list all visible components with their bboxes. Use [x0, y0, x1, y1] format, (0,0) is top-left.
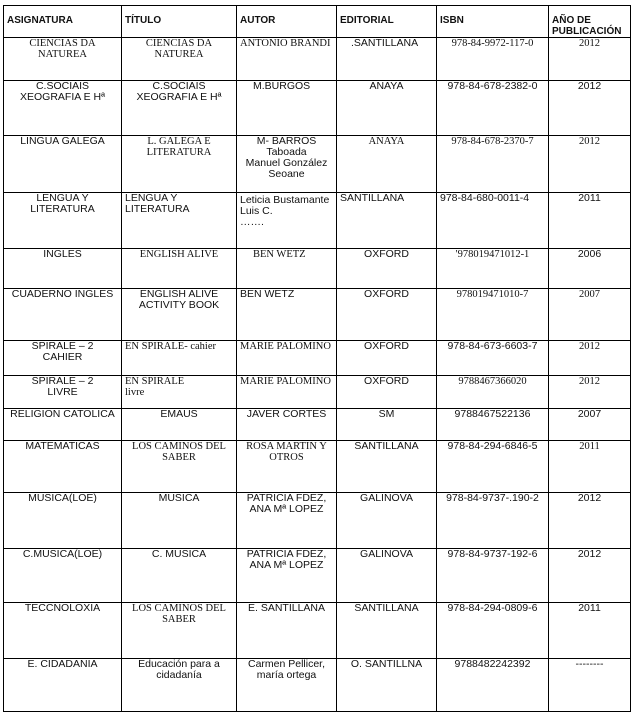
header-publisher: EDITORIAL	[337, 6, 437, 38]
table-row	[4, 603, 631, 659]
cell-isbn: 978-84-9972-117-0	[437, 38, 549, 81]
cell-subject: LENGUA Y LITERATURA	[4, 193, 122, 249]
cell-isbn: 978-84-9737-.190-2	[437, 493, 549, 549]
cell-author: M- BARROS Taboada Manuel González Seoane	[237, 136, 337, 193]
header-isbn: ISBN	[437, 6, 549, 38]
cell-title: EN SPIRALE- cahier	[122, 341, 237, 376]
cell-isbn: 9788467366020	[437, 376, 549, 409]
table-row	[4, 341, 631, 376]
cell-title: CIENCIAS DA NATUREA	[122, 38, 237, 81]
cell-year: 2012	[549, 341, 631, 376]
cell-subject: E. CIDADANIA	[4, 659, 122, 712]
table-row	[4, 289, 631, 341]
cell-title: LENGUA Y LITERATURA	[122, 193, 237, 249]
textbook-table	[3, 5, 631, 712]
cell-title: Educación para a cidadanía	[122, 659, 237, 712]
cell-subject: RELIGION CATOLICA	[4, 409, 122, 441]
cell-title: MUSICA	[122, 493, 237, 549]
table-row	[4, 136, 631, 193]
cell-author: Carmen Pellicer, maría ortega	[237, 659, 337, 712]
cell-year: 2006	[549, 249, 631, 289]
cell-author: ROSA MARTIN Y OTROS	[237, 441, 337, 493]
cell-publisher: OXFORD	[337, 341, 437, 376]
header-year: AÑO DE PUBLICACIÓN	[549, 6, 631, 38]
cell-author: ANTONIO BRANDI	[237, 38, 337, 81]
cell-subject: TECCNOLOXIA	[4, 603, 122, 659]
cell-title: L. GALEGA E LITERATURA	[122, 136, 237, 193]
cell-publisher: SANTILLANA	[337, 193, 437, 249]
cell-year: 2012	[549, 38, 631, 81]
table-row	[4, 193, 631, 249]
cell-subject: CUADERNO INGLES	[4, 289, 122, 341]
cell-publisher: OXFORD	[337, 249, 437, 289]
cell-author: E. SANTILLANA	[237, 603, 337, 659]
cell-author: PATRICIA FDEZ, ANA Mª LOPEZ	[237, 493, 337, 549]
cell-isbn: 978019471010-7	[437, 289, 549, 341]
cell-isbn: 978-84-9737-192-6	[437, 549, 549, 603]
cell-title: EN SPIRALE livre	[122, 376, 237, 409]
cell-publisher: SM	[337, 409, 437, 441]
table-row	[4, 38, 631, 81]
cell-year: 2007	[549, 289, 631, 341]
table-row	[4, 376, 631, 409]
cell-subject: SPIRALE – 2 CAHIER	[4, 341, 122, 376]
cell-publisher: ANAYA	[337, 81, 437, 136]
cell-title: ENGLISH ALIVE ACTIVITY BOOK	[122, 289, 237, 341]
cell-isbn: 9788482242392	[437, 659, 549, 712]
cell-title: C. MUSICA	[122, 549, 237, 603]
cell-publisher: GALINOVA	[337, 549, 437, 603]
table-row	[4, 549, 631, 603]
cell-isbn: 978-84-294-0809-6	[437, 603, 549, 659]
cell-subject: MUSICA(LOE)	[4, 493, 122, 549]
table-row	[4, 249, 631, 289]
cell-author: MARIE PALOMINO	[237, 341, 337, 376]
cell-title: LOS CAMINOS DEL SABER	[122, 603, 237, 659]
cell-year: 2007	[549, 409, 631, 441]
cell-year: 2012	[549, 81, 631, 136]
cell-isbn: 9788467522136	[437, 409, 549, 441]
cell-author: Leticia Bustamante Luis C. …….	[237, 193, 337, 249]
cell-year: 2012	[549, 376, 631, 409]
cell-publisher: OXFORD	[337, 376, 437, 409]
cell-year: 2012	[549, 136, 631, 193]
cell-year: 2011	[549, 603, 631, 659]
cell-subject: LINGUA GALEGA	[4, 136, 122, 193]
header-subject: ASIGNATURA	[4, 6, 122, 38]
cell-author: MARIE PALOMINO	[237, 376, 337, 409]
cell-year: --------	[549, 659, 631, 712]
cell-subject: INGLES	[4, 249, 122, 289]
cell-subject: SPIRALE – 2 LIVRE	[4, 376, 122, 409]
cell-year: 2012	[549, 493, 631, 549]
cell-subject: CIENCIAS DA NATUREA	[4, 38, 122, 81]
cell-subject: C.MUSICA(LOE)	[4, 549, 122, 603]
header-author: AUTOR	[237, 6, 337, 38]
cell-publisher: OXFORD	[337, 289, 437, 341]
table-row	[4, 409, 631, 441]
cell-isbn: 978-84-673-6603-7	[437, 341, 549, 376]
cell-publisher: SANTILLANA	[337, 441, 437, 493]
cell-publisher: O. SANTILLNA	[337, 659, 437, 712]
cell-year: 2011	[549, 441, 631, 493]
cell-author: JAVER CORTES	[237, 409, 337, 441]
cell-publisher: GALINOVA	[337, 493, 437, 549]
cell-isbn: 978-84-678-2370-7	[437, 136, 549, 193]
table-header-row	[4, 6, 631, 38]
cell-subject: C.SOCIAIS XEOGRAFIA E Hª	[4, 81, 122, 136]
table-row	[4, 659, 631, 712]
cell-title: C.SOCIAIS XEOGRAFIA E Hª	[122, 81, 237, 136]
cell-title: EMAUS	[122, 409, 237, 441]
cell-author: M.BURGOS	[237, 81, 337, 136]
table-row	[4, 441, 631, 493]
header-title: TÍTULO	[122, 6, 237, 38]
cell-publisher: SANTILLANA	[337, 603, 437, 659]
cell-year: 2011	[549, 193, 631, 249]
cell-author: BEN WETZ	[237, 249, 337, 289]
cell-year: 2012	[549, 549, 631, 603]
table-row	[4, 81, 631, 136]
cell-author: BEN WETZ	[237, 289, 337, 341]
cell-isbn: 978-84-678-2382-0	[437, 81, 549, 136]
cell-publisher: ANAYA	[337, 136, 437, 193]
cell-author: PATRICIA FDEZ, ANA Mª LOPEZ	[237, 549, 337, 603]
table-row	[4, 493, 631, 549]
cell-isbn: 978-84-294-6846-5	[437, 441, 549, 493]
book-list-document	[3, 5, 630, 712]
cell-publisher: .SANTILLANA	[337, 38, 437, 81]
cell-title: LOS CAMINOS DEL SABER	[122, 441, 237, 493]
cell-title: ENGLISH ALIVE	[122, 249, 237, 289]
cell-isbn: 978-84-680-0011-4	[437, 193, 549, 249]
cell-isbn: '978019471012-1	[437, 249, 549, 289]
cell-subject: MATEMATICAS	[4, 441, 122, 493]
